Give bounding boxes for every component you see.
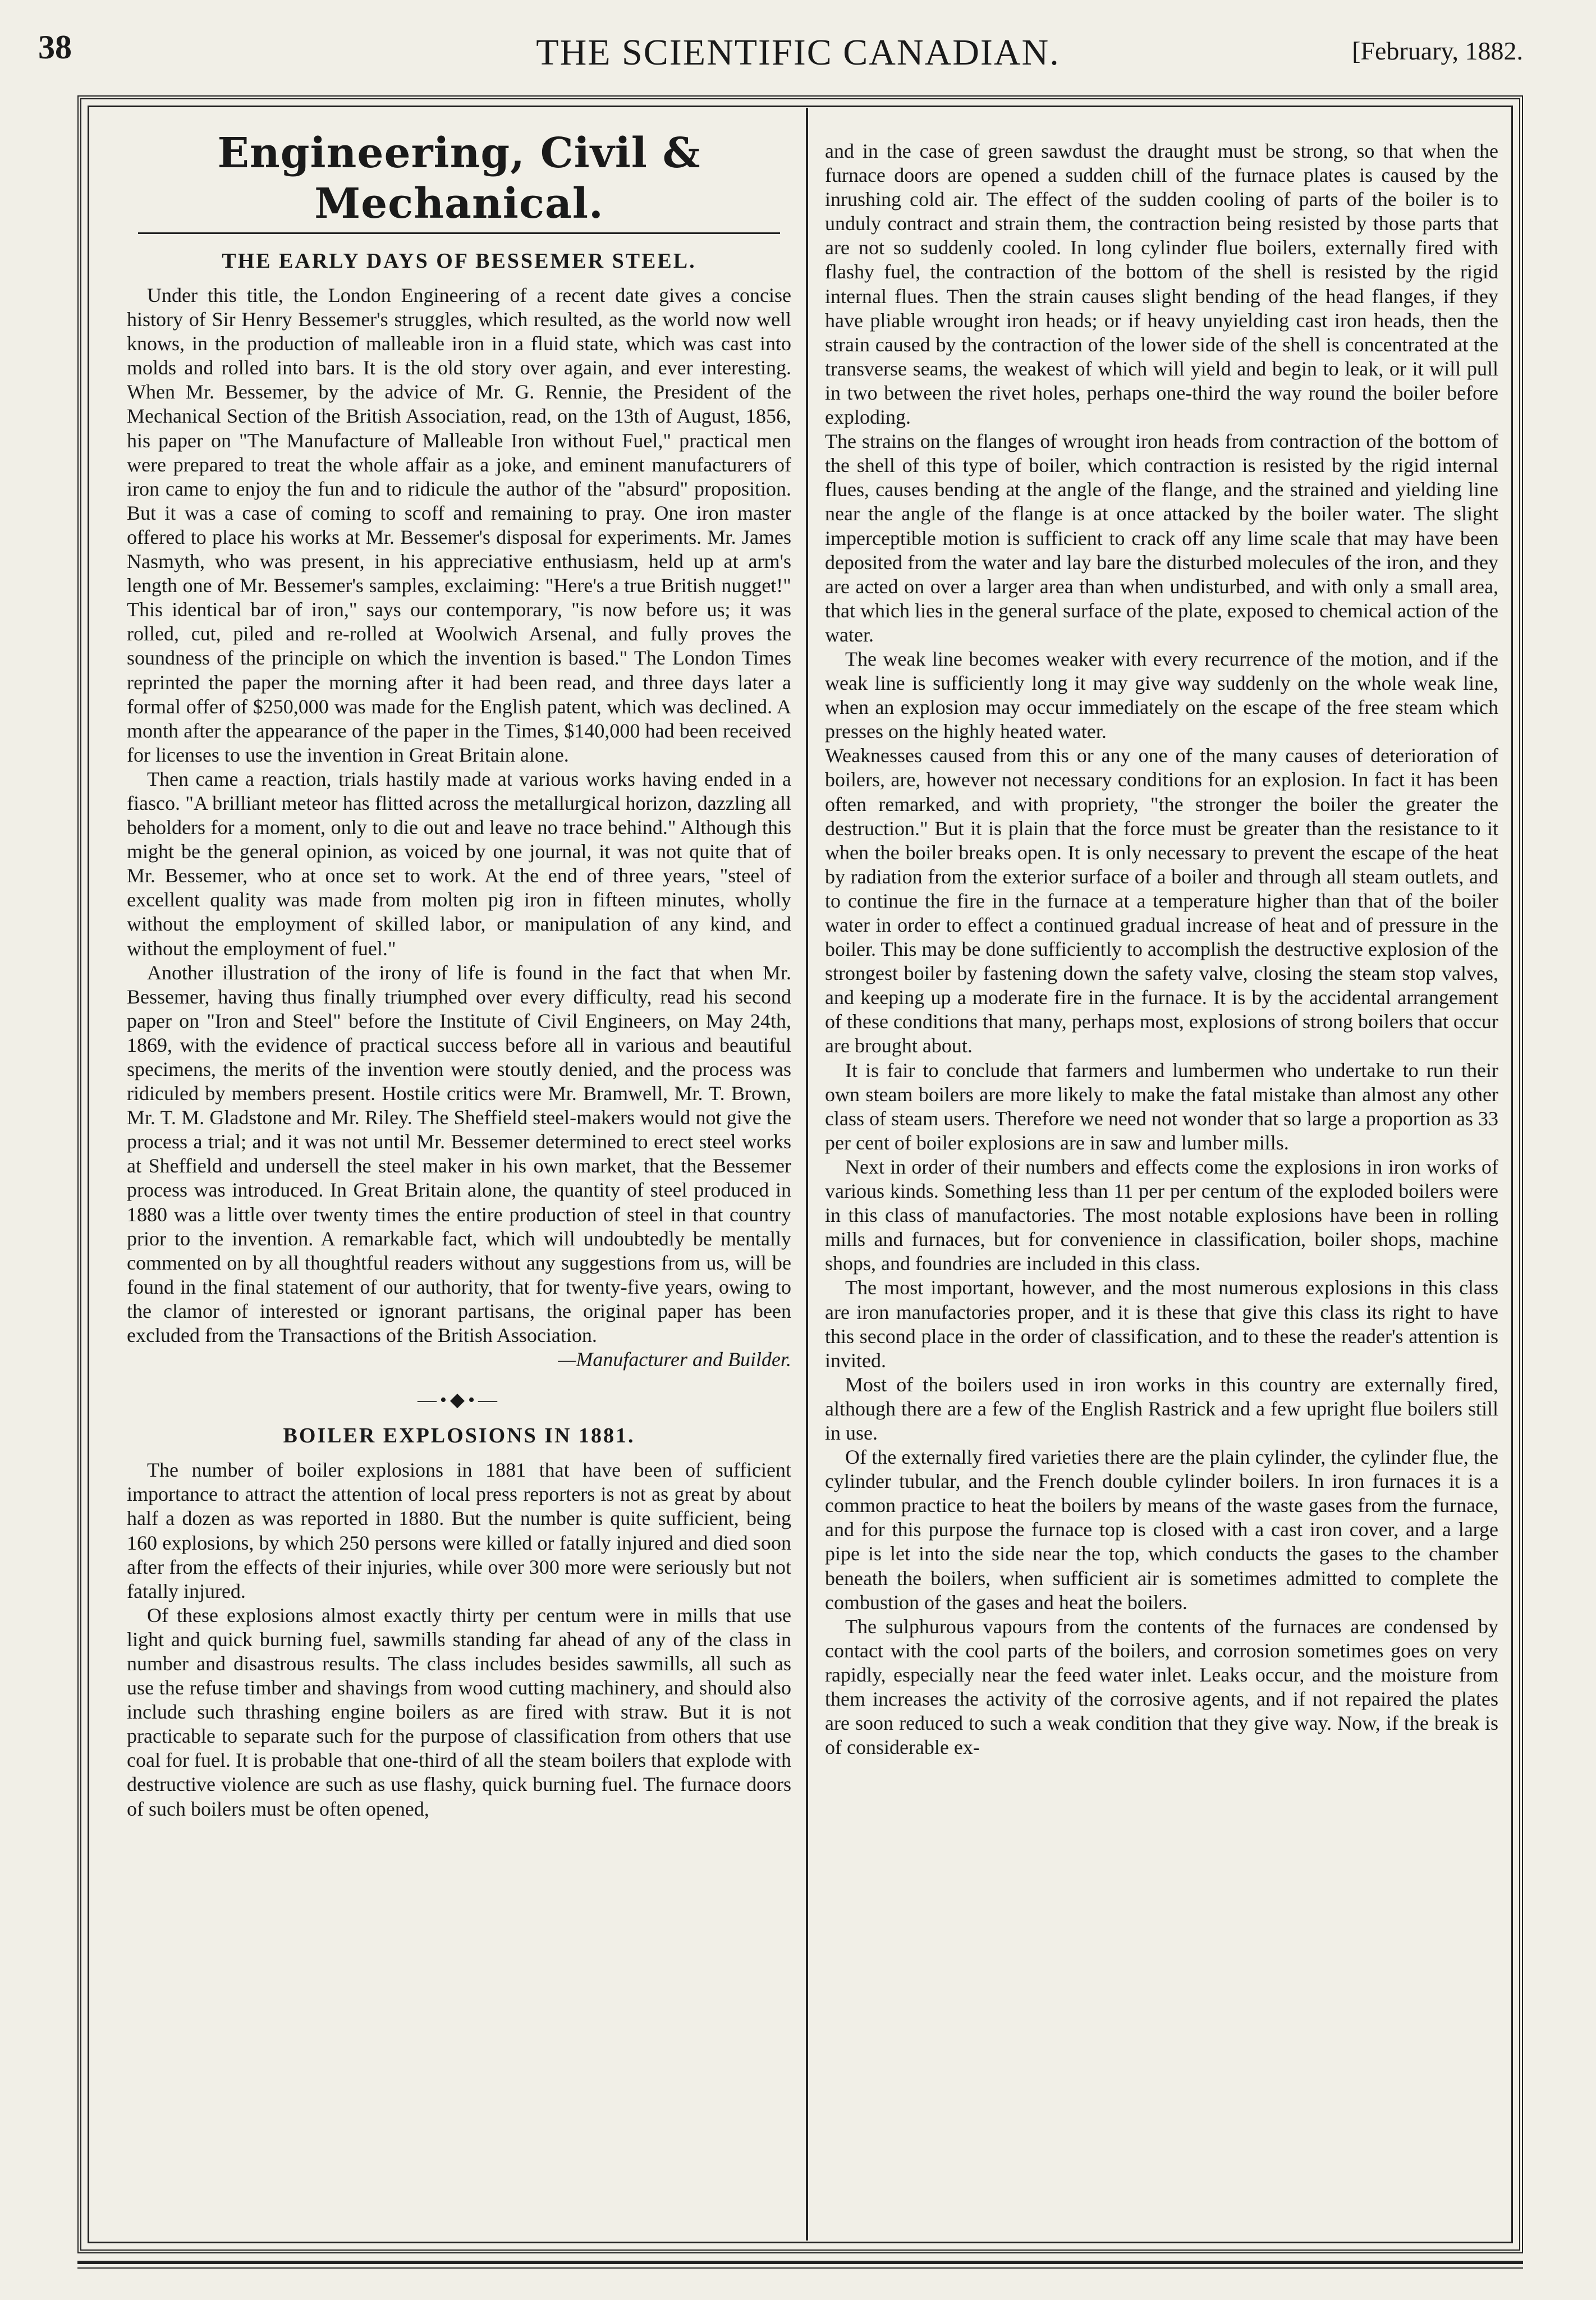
footer-rule [77, 2261, 1523, 2264]
article-paragraph: Next in order of their numbers and effects come the explosions in iron works of various kinds. Something less than 11 per per centum of the exploded boilers were in this class of manufactories. The most notable explosions have been in rolling mills and furnaces, but for convenience in classification, boiler shops, machine shops, and foundries are included in this class. [825, 1155, 1498, 1275]
left-column [127, 128, 791, 2227]
article-paragraph: The number of boiler explosions in 1881 that have been of sufficient importance to attract the attention of local press reporters is not as great by about half a dozen as was reported in 1880. But the number is quite sufficient, being 160 explosions, by which 250 persons were killed or fatally injured and died soon after from the effects of their injuries, while over 300 more were seriously but not fatally injured. [127, 1459, 791, 1602]
article-paragraph: The sulphurous vapours from the contents of the furnaces are condensed by contact with the cool parts of the boilers, and corrosion sometimes goes on very rapidly, especially near the feed water inlet. Leaks occur, and the moisture from them increases the activity of the corrosive agents, and if not repaired the plates are soon reduced to such a weak condition that they give way. Now, if the break is of considerable ex- [825, 1615, 1498, 1759]
article-paragraph: and in the case of green sawdust the draught must be strong, so that when the furnace doors are opened a sudden chill of the furnace plates is caused by the inrushing cold air. The effect of the sudden cooling of parts of the boiler is to unduly contract and strain them, the contraction being resisted by those parts that are not so suddenly cooled. In long cylinder flue boilers, externally fired with flashy fuel, the contraction of the bottom of the shell is resisted by the rigid internal flues. Then the strain causes slight bending of the head flanges, if they have pliable wrought iron heads; or if heavy unyielding cast iron heads, then the strain caused by the contraction of the lower side of the shell is concentrated at the transverse seams, the weakest of which will yield and begin to leak, or it will pull in two between the rivet holes, perhaps one-third the way round the boiler before exploding. [825, 140, 1498, 429]
page-header [0, 28, 1596, 84]
article-paragraph: The strains on the flanges of wrought iron heads from contraction of the bottom of the shell of this type of boiler, which contraction is resisted by the rigid internal flues, causes bending at the angle of the flange, and the strained and yielding line near the angle of the flange is at once attacked by the boiler water. The slight imperceptible motion is sufficient to crack off any lime scale that may have been deposited from the water and lay bare the disturbed molecules of the iron, and they are acted on over a larger area than when undisturbed, and with only a small area, that which lies in the general surface of the plate, exposed to chemical action of the water. [825, 430, 1498, 646]
article-paragraph: Then came a reaction, trials hastily made at various works having ended in a fiasco. "A brilliant meteor has flitted across the metallurgical horizon, dazzling all beholders for a moment, only to die out and leave no trace behind." Although this might be the general opinion, as voiced by one journal, it was not quite that of Mr. Bessemer, who at once set to work. At the end of three years, "steel of excellent quality was made from molten pig iron in fifteen minutes, wholly without the employment of skilled labor, or manipulation of any kind, and without the employment of fuel." [127, 767, 791, 960]
article-paragraph: The most important, however, and the most numerous explosions in this class are iron manufactories proper, and it is these that give this class its right to have this second place in the order of classification, and to these the reader's attention is invited. [825, 1276, 1498, 1372]
article-title: BOILER EXPLOSIONS IN 1881. [283, 1424, 635, 1448]
article-paragraph: Weaknesses caused from this or any one of the many causes of deterioration of boilers, are, however not necessary conditions for an explosion. In fact it has been often remarked, and with propriety, "the stronger the boiler the greater the destruction." But it is plain that the force must be greater than the resistance to it when the boiler breaks open. It is only necessary to prevent the escape of the heat by radiation from the exterior surface of a boiler and through all steam outlets, and to continue the fire in the furnace at a temperature higher than that of the boiler water in order to effect a continued gradual increase of heat and of pressure in the boiler. This may be done sufficiently to accomplish the destructive explosion of the strongest boiler by fastening down the safety valve, closing the steam stop valves, and keeping up a moderate fire in the furnace. It is by the accidental arrangement of these conditions that many, perhaps most, explosions of strong boilers that occur are brought about. [825, 744, 1498, 1057]
ornament-divider: —•◆•— [418, 1390, 501, 1411]
section-heading: Engineering, Civil & Mechanical. [217, 129, 701, 228]
footer-rule [77, 2267, 1523, 2269]
article-paragraph: Most of the boilers used in iron works in this country are externally fired, although there are a few of the English Rastrick and a few upright flue boilers still in use. [825, 1373, 1498, 1444]
article-paragraph: Of the externally fired varieties there are the plain cylinder, the cylinder flue, the cylinder tubular, and the French double cylinder boilers. In iron furnaces it is a common practice to heat the boilers by means of the waste gases from the furnace, and for this purpose the furnace top is closed with a cast iron cover, and a large pipe is let into the side near the top, which conducts the gases to the chamber beneath the boilers, when sufficient air is sometimes admitted to complete the combustion of the gases and heat the boilers. [825, 1446, 1498, 1614]
article-bessemer [127, 249, 791, 1372]
article-paragraph: Of these explosions almost exactly thirty per centum were in mills that use light and quick burning fuel, sawmills standing far ahead of any of the class in number and disastrous results. The class includes besides sawmills, all such as use the refuse timber and shavings from wood cutting machinery, and should also include such thrashing engine boilers as are fired with straw. But it is not practicable to separate such for the purpose of classification from others that use coal for fuel. It is probable that one-third of all the steam boilers that explode with destructive violence are such as use flashy, quick burning fuel. The furnace doors of such boilers must be often opened, [127, 1603, 791, 1820]
article-credit: —Manufacturer and Builder. [558, 1348, 791, 1371]
article-title: THE EARLY DAYS OF BESSEMER STEEL. [222, 249, 696, 273]
article-paragraph: The weak line becomes weaker with every recurrence of the motion, and if the weak line is sufficiently long it may give way suddenly on the whole weak line, when an explosion may occur immediately on the escape of the free steam which presses on the highly heated water. [825, 647, 1498, 743]
page-number: 38 [38, 29, 72, 66]
issue-date: [February, 1882. [1352, 36, 1523, 65]
article-paragraph: Under this title, the London Engineering of a recent date gives a concise history of Sir Henry Bessemer's struggles, which resulted, as the world now well knows, in the production of malleable iron in a fluid state, which was cast into molds and rolled into bars. It is the old story over again, and ever interesting. When Mr. Bessemer, by the advice of Mr. G. Rennie, the President of the Mechanical Section of the British Association, read, on the 13th of August, 1856, his paper on "The Manufacture of Malleable Iron without Fuel," practical men were prepared to treat the whole affair as a joke, and eminent manufacturers of iron came to enjoy the fun and to ridicule the author of the "absurd" proposition. But it was a case of coming to scoff and remaining to pray. One iron master offered to place his works at Mr. Bessemer's disposal for experiments. Mr. James Nasmyth, who was present, in his appreciative enthusiasm, held up at arm's length one of Mr. Bessemer's samples, exclaiming: "Here's a true British nugget!" This identical bar of iron," says our contemporary, "is now before us; it was rolled, cut, piled and re-rolled at Woolwich Arsenal, and fully proves the soundness of the principle on which the invention is based." The London Times reprinted the paper the morning after it had been read, and three days later a formal offer of $250,000 was made for the English patent, which was declined. A month after the appearance of the paper in the Times, $140,000 had been received for licenses to use the invention in Great Britain alone. [127, 284, 791, 766]
column-divider [806, 108, 808, 2241]
article-boiler-explosions [127, 1423, 791, 1821]
right-column [825, 139, 1498, 2238]
article-paragraph: It is fair to conclude that farmers and lumbermen who undertake to run their own steam boilers are more likely to make the fatal mistake than almost any other class of steam users. Therefore we need not wonder that so large a proportion as 33 per cent of boiler explosions are in saw and lumber mills. [825, 1059, 1498, 1154]
masthead-title: THE SCIENTIFIC CANADIAN. [536, 32, 1060, 73]
article-paragraph: Another illustration of the irony of life is found in the fact that when Mr. Bessemer, having thus finally triumphed over every difficulty, read his second paper on "Iron and Steel" before the Institute of Civil Engineers, on May 24th, 1869, with the evidence of practical success before all in various and beautiful specimens, the merits of the invention were stoutly denied, and the process was ridiculed by members present. Hostile critics were Mr. Bramwell, Mr. T. Brown, Mr. T. M. Gladstone and Mr. Riley. The Sheffield steel-makers would not give the process a trial; and it was not until Mr. Bessemer determined to erect steel works at Sheffield and undersell the steel maker in his own market, that the Bessemer process was introduced. In Great Britain alone, the quantity of steel produced in 1880 was a little over twenty times the entire production of steel in that country prior to the invention. A remarkable fact, which will undoubtedly be mentally commented on by all thoughtful readers without any suggestions from us, will be found in the final statement of our authority, that for twenty-five years, owing to the clamor of interested or ignorant partisans, the original paper has been excluded from the Transactions of the British Association. [127, 961, 791, 1347]
section-heading-rule [138, 232, 780, 234]
